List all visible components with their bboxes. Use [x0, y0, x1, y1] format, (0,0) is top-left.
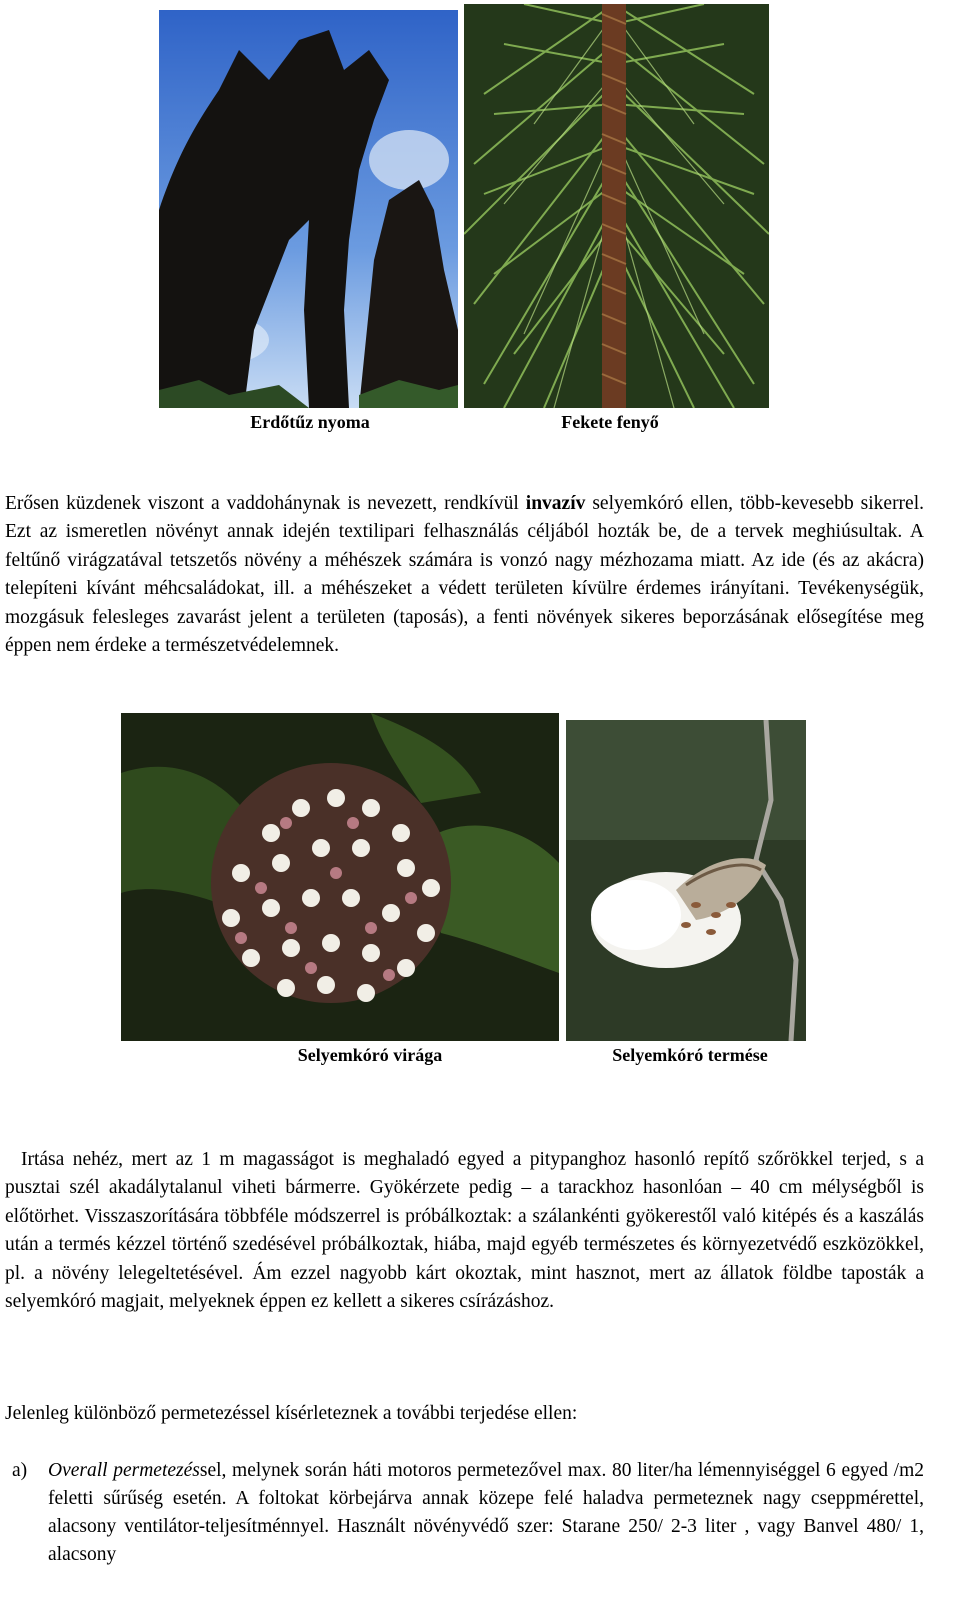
caption-milkweed-flower: Selyemkóró virága	[297, 1045, 443, 1065]
paragraph1-bold-term: invazív	[525, 493, 586, 514]
list-item-a-term: Overall permetezés	[48, 1460, 200, 1481]
burned-tree-photo	[159, 10, 458, 408]
milkweed-flower-photo	[121, 713, 559, 1041]
black-pine-photo	[464, 4, 769, 408]
milkweed-pod-photo	[566, 720, 806, 1041]
paragraph-eradication: Irtása nehéz, mert az 1 m magasságot is meghaladó egyed a pitypanghoz hasonló repítő szőrökkel terjed, s a pusztai szél akadálytalanul viheti bármerre. Gyökérzete pedig – a tarackhoz hasonlóan – 40 cm mélységből is előtörhet. Visszaszorítására többféle módszerrel is próbálkoztak: a szálankénti gyökerestől való kitépés és a kaszálás után a termés kézzel történő szedésével próbálkoztak, hiába, majd egyéb természetes és környezetvédő eszközökkel, pl. a növény lelegeltetésével. Ám ezzel nagyobb kárt okoztak, mint hasznot, mert az állatok földbe taposták a selyemkóró magjait, melyeknek éppen ez kellett a sikeres csírázáshoz.	[5, 1149, 924, 1313]
list-item-a	[48, 1457, 924, 1569]
caption-black-pine: Fekete fenyő	[561, 412, 659, 432]
caption-milkweed-pod: Selyemkóró termése	[612, 1045, 768, 1065]
paragraph1-start: Erősen küzdenek viszont a vaddohánynak is nevezett, rendkívül	[5, 493, 526, 514]
caption-burned-tree: Erdőtűz nyoma	[250, 412, 370, 432]
paragraph1-rest: selyemkóró ellen, több-kevesebb sikerrel. Ezt az ismeretlen növényt annak idején textilipari felhasználás céljából hozták be, de a tervek meghiúsultak. A feltűnő virágzatával tetszetős növény a méhészek számára is vonzó nagy mézhozama miatt. Az ide (és az akácra) telepíteni kívánt méhcsaládokat, ill. a méhészeket a védett területen kívülre érdemes irányítani. Tevékenységük, mozgásuk felesleges zavarást jelent a területen (taposás), a fenti növények sikeres beporzásának elősegítése meg éppen nem érdeke a természetvédelemnek.	[5, 493, 925, 657]
paragraph-milkweed-intro	[5, 490, 924, 660]
paragraph-current-spraying: Jelenleg különböző permetezéssel kísérleteznek a további terjedése ellen:	[5, 1403, 578, 1424]
list-item-a-text: sel, melynek során háti motoros permetezővel max. 80 liter/ha lémennyiséggel 6 egyed /m2 feletti sűrűség esetén. A foltokat körbejárva annak közepe felé haladva permeteznek nagy cseppmérettel, alacsony ventilátor-teljesítménnyel. Használt növényvédő szer: Starane 250/ 2-3 liter , vagy Banvel 480/ 1, alacsony	[48, 1460, 925, 1565]
list-item-a-label: a)	[12, 1460, 28, 1481]
